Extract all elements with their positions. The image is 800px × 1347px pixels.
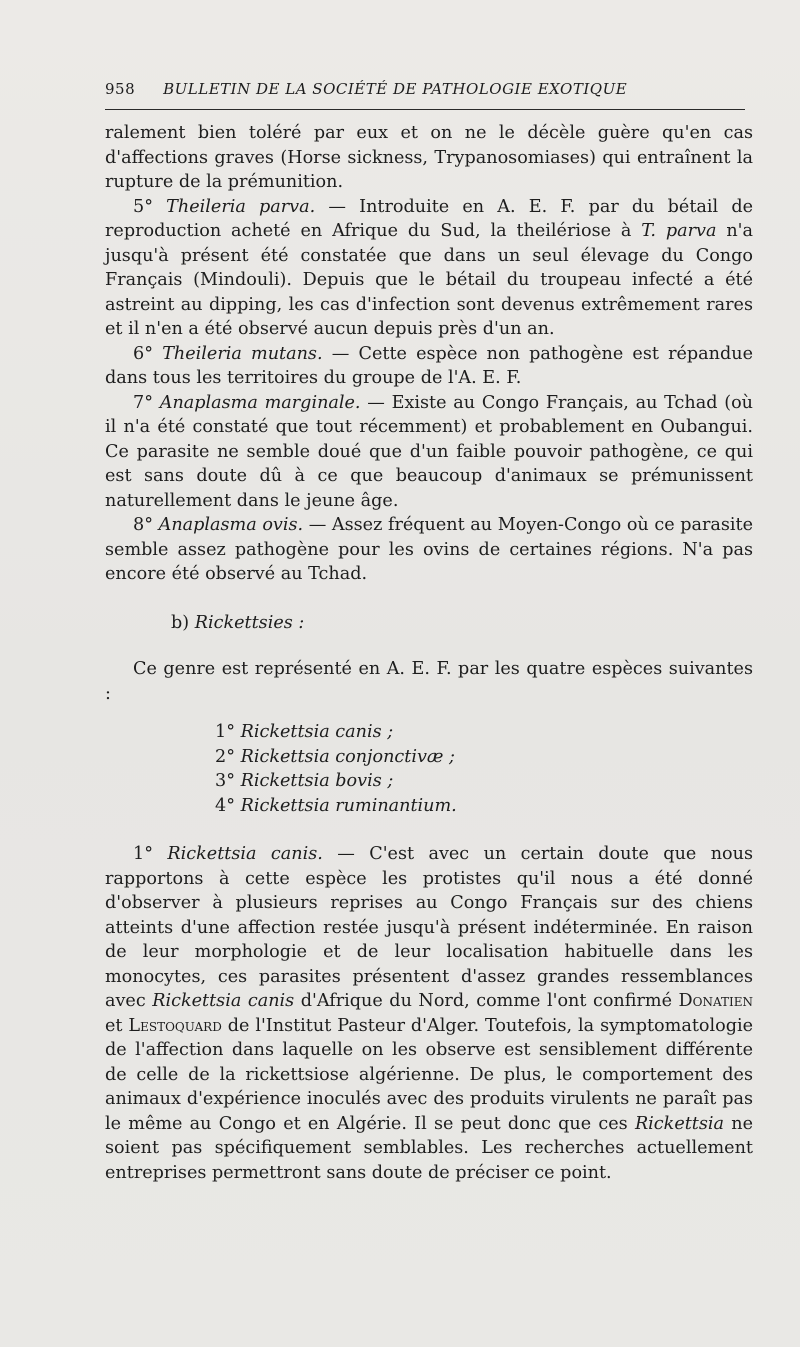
running-header bbox=[105, 80, 745, 98]
species-name: Rickettsia canis. bbox=[167, 844, 323, 864]
paragraph-theileria-mutans bbox=[105, 342, 753, 391]
species-list bbox=[215, 720, 753, 818]
section-title: Rickettsies : bbox=[194, 612, 305, 633]
article-body bbox=[105, 121, 753, 1185]
species-name: Anaplasma marginale. bbox=[159, 392, 361, 413]
item-number: 4° bbox=[215, 795, 235, 816]
paragraph-text: de l'Institut Pasteur d'Alger. Toutefois, la symptomatologie de l'affection dans laquelle on les observe est sensiblement différente de celle de la rickettsiose algérienne. De plus, le comportement des animaux d'expérience inoculés avec des produits virulents ne paraît pas le même au Congo et en Algérie. Il se peut donc que ces bbox=[105, 1015, 753, 1134]
paragraph-text: et bbox=[105, 1015, 129, 1036]
paragraph-text: — Existe au Congo Français, au Tchad (où il n'a été constaté que tout récemment) et probablement en Oubangui. Ce parasite ne semble doué que d'un faible pouvoir pathogène, ce qui est sans doute dû à ce que beaucoup d'animaux se prémunissent naturellement dans le jeune âge. bbox=[105, 392, 753, 511]
paragraph-text: — C'est avec un certain doute que nous rapportons à cette espèce les protistes qu'il nous a été donné d'observer à plusieurs reprises au Congo Français sur des chiens atteints d'une affection restée jusqu'à présent indéterminée. En raison de leur morphologie et de leur localisation habituelle dans les monocytes, ces parasites présentent d'assez grandes ressemblances avec bbox=[105, 844, 754, 1011]
item-number: 7° bbox=[133, 392, 153, 413]
paragraph-text: — Cette espèce non pathogène est répandue dans tous les territoires du groupe de l'A. E. F. bbox=[105, 343, 754, 388]
item-number: 5° bbox=[133, 196, 153, 217]
list-item bbox=[215, 794, 753, 819]
item-number: 1° bbox=[133, 844, 153, 864]
species-abbr: T. parva bbox=[641, 221, 717, 241]
paragraph-text: n'a jusqu'à présent été constatée que dans un seul élevage du Congo Français (Mindouli). Depuis que le bétail du troupeau infecté a été astreint au dipping, les cas d'infection sont devenus extrêmement rares et il n'en a été observé aucun depuis près d'un an. bbox=[105, 221, 753, 339]
paragraph-continuation: ralement bien toléré par eux et on ne le décèle guère qu'en cas d'affections graves (Horse sickness, Trypanosomiases) qui entraînent la rupture de la prémunition. bbox=[105, 123, 753, 192]
paragraph-theileria-parva bbox=[105, 195, 753, 342]
paragraph-text: — Assez fréquent au Moyen-Congo où ce parasite semble assez pathogène pour les ovins de certaines régions. N'a pas encore été observé au Tchad. bbox=[105, 515, 754, 584]
species-name: Anaplasma ovis. bbox=[158, 515, 304, 535]
item-number: 2° bbox=[215, 746, 235, 767]
species-name: Rickettsia conjonctivæ ; bbox=[240, 746, 455, 767]
species-name: Rickettsia bovis ; bbox=[240, 771, 394, 791]
list-item bbox=[215, 720, 753, 745]
section-heading bbox=[105, 611, 753, 636]
author-name: Lestoquard bbox=[128, 1015, 222, 1036]
list-item bbox=[215, 745, 753, 770]
list-item bbox=[215, 769, 753, 794]
item-number: 6° bbox=[133, 343, 153, 364]
species-name: Rickettsia canis bbox=[152, 991, 295, 1011]
page-number: 958 bbox=[105, 80, 136, 98]
paragraph-anaplasma-ovis bbox=[105, 513, 753, 587]
species-name: Theileria parva. bbox=[166, 196, 316, 217]
paragraph-anaplasma-marginale bbox=[105, 391, 753, 514]
item-number: 3° bbox=[215, 771, 235, 791]
header-rule bbox=[105, 109, 745, 110]
paragraph-text: ne soient pas spécifiquement semblables. Les recherches actuellement entreprises permettront sans doute de préciser ce point. bbox=[105, 1113, 753, 1183]
species-name: Rickettsia bbox=[634, 1113, 725, 1134]
species-name: Theileria mutans. bbox=[162, 343, 323, 364]
species-name: Rickettsia ruminantium. bbox=[240, 795, 457, 816]
author-name: Donatien bbox=[678, 991, 753, 1011]
species-name: Rickettsia canis ; bbox=[240, 722, 394, 742]
paragraph-text: d'Afrique du Nord, comme l'ont confirmé bbox=[294, 991, 679, 1011]
section-label: b) bbox=[171, 612, 195, 633]
item-number: 8° bbox=[133, 515, 153, 535]
paragraph-text: — Introduite en A. E. F. par du bétail de reproduction acheté en Afrique du Sud, la theilériose à bbox=[105, 196, 753, 241]
item-number: 1° bbox=[215, 722, 235, 742]
paragraph-rickettsia-canis bbox=[105, 842, 753, 1185]
paragraph-rickettsia-intro: Ce genre est représenté en A. E. F. par les quatre espèces suivantes : bbox=[105, 659, 753, 704]
running-title: BULLETIN DE LA SOCIÉTÉ DE PATHOLOGIE EXOTIQUE bbox=[163, 80, 628, 98]
